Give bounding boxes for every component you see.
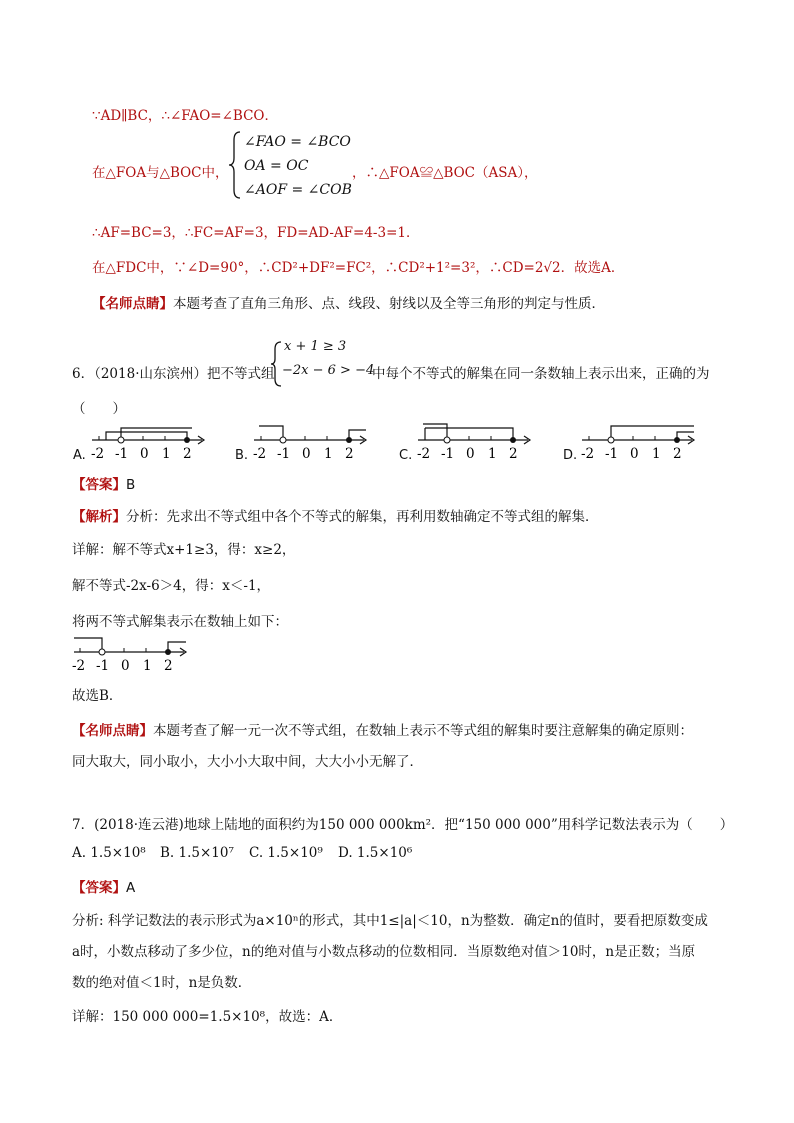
- q7-analysis-line-3: 数的绝对值＜1时，n是负数．: [72, 975, 252, 991]
- q6-tip-label: 【名师点睛】: [72, 723, 153, 739]
- q6-detail-3: 将两不等式解集表示在数轴上如下：: [72, 614, 288, 630]
- tick-label: 2: [183, 446, 192, 462]
- q7-analysis-line-1: 分析: 科学记数法的表示形式为a×10ⁿ的形式，其中1≤|a|＜10，n为整数．确定n的值时，要看把原数变成: [72, 913, 708, 929]
- tick-label: 2: [345, 446, 354, 462]
- q5-system-row-1: ∠FAO = ∠BCO: [244, 134, 351, 150]
- tick-label: 1: [324, 446, 333, 462]
- q5-tip-text: 本题考查了直角三角形、点、线段、射线以及全等三角形的判定与性质．: [173, 296, 605, 312]
- q5-congruence-line: ，∴△FOA≌△BOC（ASA），: [352, 165, 538, 181]
- q6-option-b-numberline[interactable]: [246, 418, 372, 464]
- tick-label: -2: [253, 446, 267, 462]
- q5-line-pythagoras: 在△FDC中，∵∠D=90°，∴CD²+DF²=FC²，∴CD²+1²=3²，∴CD=2√2．故选A．: [92, 260, 625, 276]
- q6-option-d-numberline[interactable]: [574, 418, 700, 464]
- tick-label: -2: [581, 446, 595, 462]
- tick-label: -1: [115, 446, 129, 462]
- q7-answer-label: 【答案】: [72, 880, 126, 896]
- tick-label: 0: [121, 658, 130, 674]
- q6-stem-b: 中每个不等式的解集在同一条数轴上表示出来，正确的为: [372, 366, 710, 382]
- q6-system-brace: [270, 340, 282, 390]
- tick-label: -1: [441, 446, 455, 462]
- q5-system-row-3: ∠AOF = ∠COB: [244, 182, 352, 198]
- q6-option-b-label[interactable]: B.: [235, 448, 249, 463]
- q5-tip-label: 【名师点睛】: [92, 296, 173, 312]
- tick-label: 1: [488, 446, 497, 462]
- tick-label: 2: [164, 658, 173, 674]
- q7-option-b[interactable]: B. 1.5×10⁷: [160, 845, 234, 861]
- tick-label: 1: [652, 446, 661, 462]
- q6-stem-a: 6．（2018·山东滨州）把不等式组: [72, 366, 275, 382]
- q5-line-in-triangles: 在△FOA与△BOC中，: [92, 165, 229, 181]
- tick-label: 0: [466, 446, 475, 462]
- tick-label: -2: [417, 446, 431, 462]
- q5-system-brace: [228, 130, 242, 200]
- tick-label: 1: [162, 446, 171, 462]
- tick-label: -2: [72, 658, 86, 674]
- q6-paren: （ ）: [72, 401, 126, 417]
- q6-conclusion: 故选B．: [72, 688, 123, 704]
- q6-option-a-numberline[interactable]: [84, 418, 210, 464]
- q6-option-c-label[interactable]: C.: [399, 448, 413, 463]
- tick-label: -1: [96, 658, 110, 674]
- q6-system-row-2: −2x − 6 > −4: [282, 363, 375, 378]
- q6-tip: [72, 719, 693, 739]
- tick-label: -1: [605, 446, 619, 462]
- q6-option-d-label[interactable]: D.: [563, 448, 578, 463]
- tick-label: 2: [509, 446, 518, 462]
- q6-analysis-text: 分析：先求出不等式组中各个不等式的解集，再利用数轴确定不等式组的解集．: [126, 509, 599, 525]
- q6-tip-line-1: 本题考查了解一元一次不等式组，在数轴上表示不等式组的解集时要注意解集的确定原则：: [153, 723, 693, 739]
- q7-stem: 7．(2018·连云港)地球上陆地的面积约为150 000 000km²．把“150 000 000”用科学记数法表示为（ ）: [72, 817, 734, 833]
- q6-option-a-label[interactable]: A.: [73, 448, 86, 463]
- tick-label: 1: [143, 658, 152, 674]
- q7-option-d[interactable]: D. 1.5×10⁶: [338, 845, 413, 861]
- tick-label: 0: [140, 446, 149, 462]
- q6-tip-line-2: 同大取大，同小取小，大小小大取中间，大大小小无解了．: [72, 754, 423, 770]
- q6-option-c-numberline[interactable]: [410, 418, 536, 464]
- q6-analysis: [72, 505, 599, 525]
- q6-solution-numberline: [70, 632, 194, 676]
- tick-label: -1: [277, 446, 291, 462]
- q7-answer: [72, 876, 135, 896]
- q7-option-a[interactable]: A. 1.5×10⁸: [72, 845, 146, 861]
- q7-option-c[interactable]: C. 1.5×10⁹: [249, 845, 323, 861]
- q6-answer-value: B: [126, 477, 136, 493]
- tick-label: 0: [302, 446, 311, 462]
- q7-detail: 详解：150 000 000=1.5×10⁸，故选：A．: [72, 1009, 343, 1025]
- q6-system-row-1: x + 1 ≥ 3: [284, 339, 347, 354]
- q6-detail-2: 解不等式-2x-6＞4，得：x＜-1，: [72, 578, 271, 594]
- q6-analysis-label: 【解析】: [72, 509, 126, 525]
- q7-analysis-line-2: a时，小数点移动了多少位，n的绝对值与小数点移动的位数相同．当原数绝对值＞10时，n是正数；当原: [72, 944, 696, 960]
- q6-answer-label: 【答案】: [72, 477, 126, 493]
- tick-label: 0: [630, 446, 639, 462]
- tick-label: -2: [91, 446, 105, 462]
- q6-answer: [72, 473, 135, 493]
- tick-label: 2: [673, 446, 682, 462]
- q6-detail-1: 详解：解不等式x+1≥3，得：x≥2，: [72, 542, 296, 558]
- q5-line-parallel: ∵AD∥BC，∴∠FAO=∠BCO．: [92, 108, 279, 124]
- q7-answer-value: A: [126, 880, 136, 896]
- q5-system-row-2: OA = OC: [244, 158, 309, 174]
- q5-tip: [92, 292, 605, 312]
- q5-line-lengths: ∴AF=BC=3，∴FC=AF=3，FD=AD-AF=4-3=1．: [92, 225, 420, 241]
